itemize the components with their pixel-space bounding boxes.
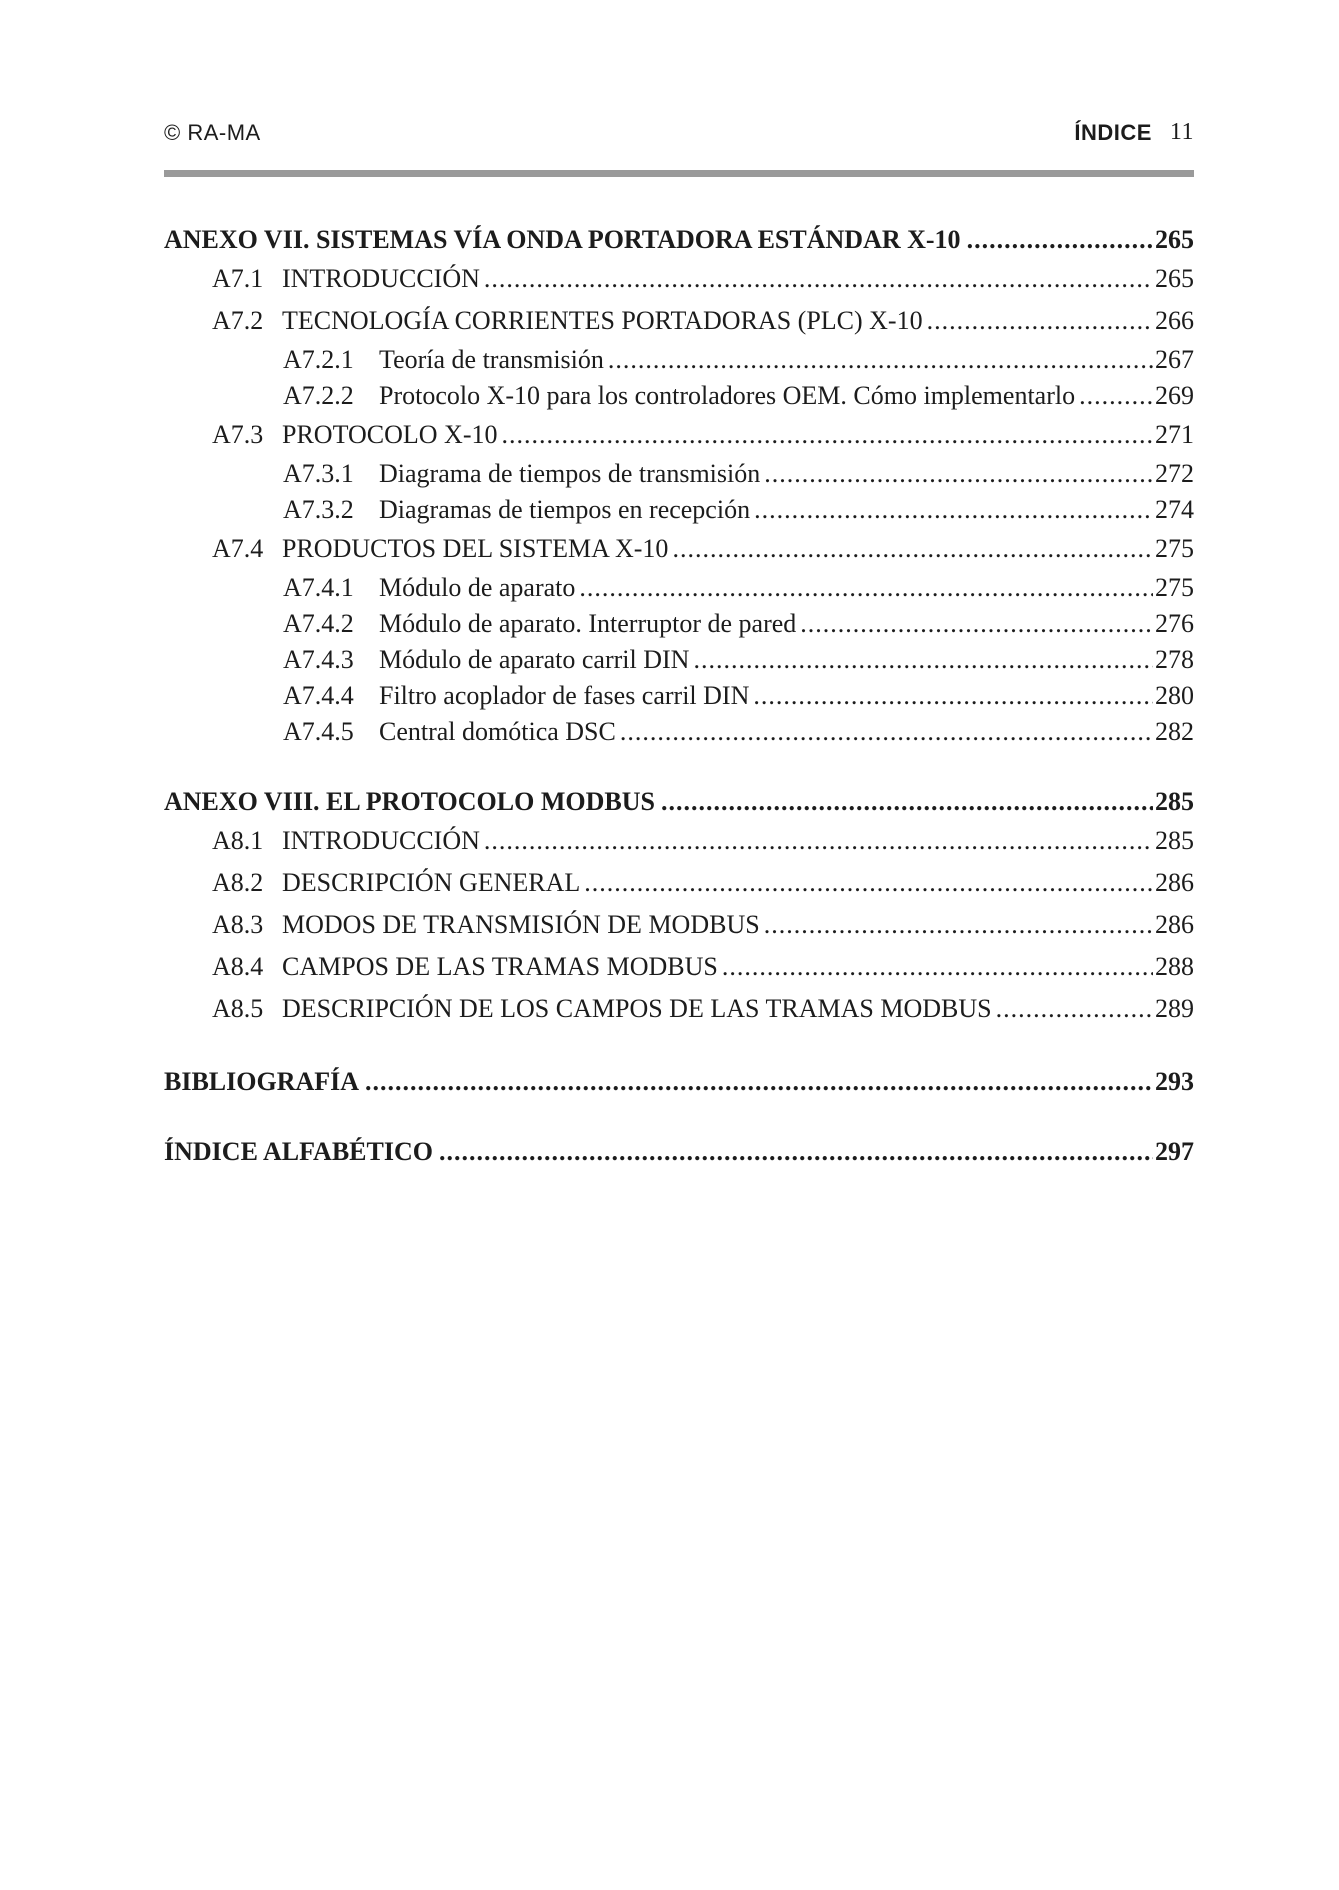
toc-subsection-entry[interactable] xyxy=(164,714,1194,750)
dot-leader xyxy=(754,492,1153,528)
entry-page-number: 278 xyxy=(1155,645,1194,674)
toc-annex-entry[interactable] xyxy=(164,1064,1194,1100)
entry-title: INTRODUCCIÓN xyxy=(282,826,480,855)
entry-number: A8.1 xyxy=(212,826,264,855)
entry-page-number: 275 xyxy=(1155,534,1194,563)
entry-number: A7.4.2 xyxy=(283,609,354,638)
entry-title: INTRODUCCIÓN xyxy=(282,264,480,293)
dot-leader xyxy=(484,258,1153,300)
entry-page-number: 269 xyxy=(1155,381,1194,410)
entry-page-number: 293 xyxy=(1155,1067,1194,1096)
entry-page-number: 267 xyxy=(1155,345,1194,374)
entry-page-number: 288 xyxy=(1155,952,1194,981)
entry-title: Módulo de aparato xyxy=(379,573,576,602)
toc-section-entry[interactable] xyxy=(164,988,1194,1030)
entry-page-number: 289 xyxy=(1155,994,1194,1023)
dot-leader xyxy=(927,300,1153,342)
publisher-mark: © RA-MA xyxy=(164,120,261,145)
header-right xyxy=(1074,119,1194,146)
entry-title: CAMPOS DE LAS TRAMAS MODBUS xyxy=(282,952,718,981)
toc-annex-entry[interactable] xyxy=(164,222,1194,258)
dot-leader xyxy=(753,678,1153,714)
entry-number: A7.4.1 xyxy=(283,573,354,602)
dot-leader xyxy=(672,528,1153,570)
dot-leader xyxy=(967,222,1153,258)
entry-title: Filtro acoplador de fases carril DIN xyxy=(379,681,750,710)
dot-leader xyxy=(584,862,1153,904)
entry-title: Teoría de transmisión xyxy=(379,345,604,374)
entry-page-number: 274 xyxy=(1155,495,1194,524)
entry-title: PRODUCTOS DEL SISTEMA X-10 xyxy=(282,534,669,563)
entry-title: BIBLIOGRAFÍA xyxy=(164,1067,360,1096)
entry-page-number: 297 xyxy=(1155,1137,1194,1166)
entry-number: A7.4 xyxy=(212,534,264,563)
entry-page-number: 282 xyxy=(1155,717,1194,746)
entry-title: Central domótica DSC xyxy=(379,717,616,746)
toc-section-entry[interactable] xyxy=(164,820,1194,862)
entry-title: PROTOCOLO X-10 xyxy=(282,420,498,449)
entry-title: Módulo de aparato. Interruptor de pared xyxy=(379,609,797,638)
page-number: 11 xyxy=(1169,119,1194,145)
toc-annex-entry[interactable] xyxy=(164,1134,1194,1170)
entry-number: A8.5 xyxy=(212,994,264,1023)
dot-leader xyxy=(439,1134,1153,1170)
toc-section-entry[interactable] xyxy=(164,300,1194,342)
entry-title: TECNOLOGÍA CORRIENTES PORTADORAS (PLC) X-10 xyxy=(282,306,923,335)
dot-leader xyxy=(764,904,1153,946)
entry-number: A8.2 xyxy=(212,868,264,897)
entry-page-number: 276 xyxy=(1155,609,1194,638)
entry-page-number: 280 xyxy=(1155,681,1194,710)
entry-title: DESCRIPCIÓN GENERAL xyxy=(282,868,581,897)
header-section-title: ÍNDICE xyxy=(1074,120,1152,145)
entry-page-number: 271 xyxy=(1155,420,1194,449)
dot-leader xyxy=(800,606,1153,642)
entry-title: ANEXO VIII. EL PROTOCOLO MODBUS xyxy=(164,787,655,816)
toc-subsection-entry[interactable] xyxy=(164,492,1194,528)
entry-number: A8.4 xyxy=(212,952,264,981)
toc-annex-entry[interactable] xyxy=(164,784,1194,820)
entry-title: Diagrama de tiempos de transmisión xyxy=(379,459,761,488)
dot-leader xyxy=(501,414,1153,456)
entry-title: ÍNDICE ALFABÉTICO xyxy=(164,1137,433,1166)
entry-number: A8.3 xyxy=(212,910,264,939)
toc-subsection-entry[interactable] xyxy=(164,606,1194,642)
dot-leader xyxy=(764,456,1153,492)
dot-leader xyxy=(365,1064,1153,1100)
entry-number: A7.3.1 xyxy=(283,459,354,488)
header-rule xyxy=(164,170,1194,177)
entry-title: MODOS DE TRANSMISIÓN DE MODBUS xyxy=(282,910,760,939)
entry-title: Protocolo X-10 para los controladores OEM. Cómo implementarlo xyxy=(379,381,1076,410)
toc-subsection-entry[interactable] xyxy=(164,456,1194,492)
dot-leader xyxy=(1079,378,1153,414)
toc-subsection-entry[interactable] xyxy=(164,642,1194,678)
toc-subsection-entry[interactable] xyxy=(164,342,1194,378)
dot-leader xyxy=(661,784,1153,820)
toc-section-entry[interactable] xyxy=(164,414,1194,456)
dot-leader xyxy=(693,642,1153,678)
toc-section-entry[interactable] xyxy=(164,258,1194,300)
entry-number: A7.2.1 xyxy=(283,345,354,374)
entry-title: Diagramas de tiempos en recepción xyxy=(379,495,751,524)
entry-page-number: 285 xyxy=(1155,787,1194,816)
entry-page-number: 272 xyxy=(1155,459,1194,488)
entry-page-number: 265 xyxy=(1155,225,1194,254)
dot-leader xyxy=(722,946,1153,988)
toc-section-entry[interactable] xyxy=(164,528,1194,570)
entry-page-number: 286 xyxy=(1155,868,1194,897)
entry-title: Módulo de aparato carril DIN xyxy=(379,645,690,674)
toc-section-entry[interactable] xyxy=(164,862,1194,904)
running-header xyxy=(164,106,1194,146)
toc-subsection-entry[interactable] xyxy=(164,570,1194,606)
entry-number: A7.4.4 xyxy=(283,681,354,710)
toc-section-entry[interactable] xyxy=(164,946,1194,988)
entry-page-number: 285 xyxy=(1155,826,1194,855)
toc-subsection-entry[interactable] xyxy=(164,678,1194,714)
entry-number: A7.3 xyxy=(212,420,264,449)
entry-page-number: 275 xyxy=(1155,573,1194,602)
entry-number: A7.2.2 xyxy=(283,381,354,410)
toc-section-entry[interactable] xyxy=(164,904,1194,946)
entry-page-number: 265 xyxy=(1155,264,1194,293)
dot-leader xyxy=(579,570,1153,606)
entry-number: A7.4.5 xyxy=(283,717,354,746)
entry-title: ANEXO VII. SISTEMAS VÍA ONDA PORTADORA ESTÁNDAR X-10 xyxy=(164,225,961,254)
entry-page-number: 266 xyxy=(1155,306,1194,335)
entry-title: DESCRIPCIÓN DE LOS CAMPOS DE LAS TRAMAS MODBUS xyxy=(282,994,992,1023)
dot-leader xyxy=(484,820,1153,862)
dot-leader xyxy=(608,342,1153,378)
entry-number: A7.4.3 xyxy=(283,645,354,674)
table-of-contents xyxy=(164,222,1194,1170)
entry-number: A7.1 xyxy=(212,264,264,293)
toc-subsection-entry[interactable] xyxy=(164,378,1194,414)
dot-leader xyxy=(996,988,1153,1030)
entry-number: A7.3.2 xyxy=(283,495,354,524)
entry-number: A7.2 xyxy=(212,306,264,335)
entry-page-number: 286 xyxy=(1155,910,1194,939)
dot-leader xyxy=(620,714,1153,750)
